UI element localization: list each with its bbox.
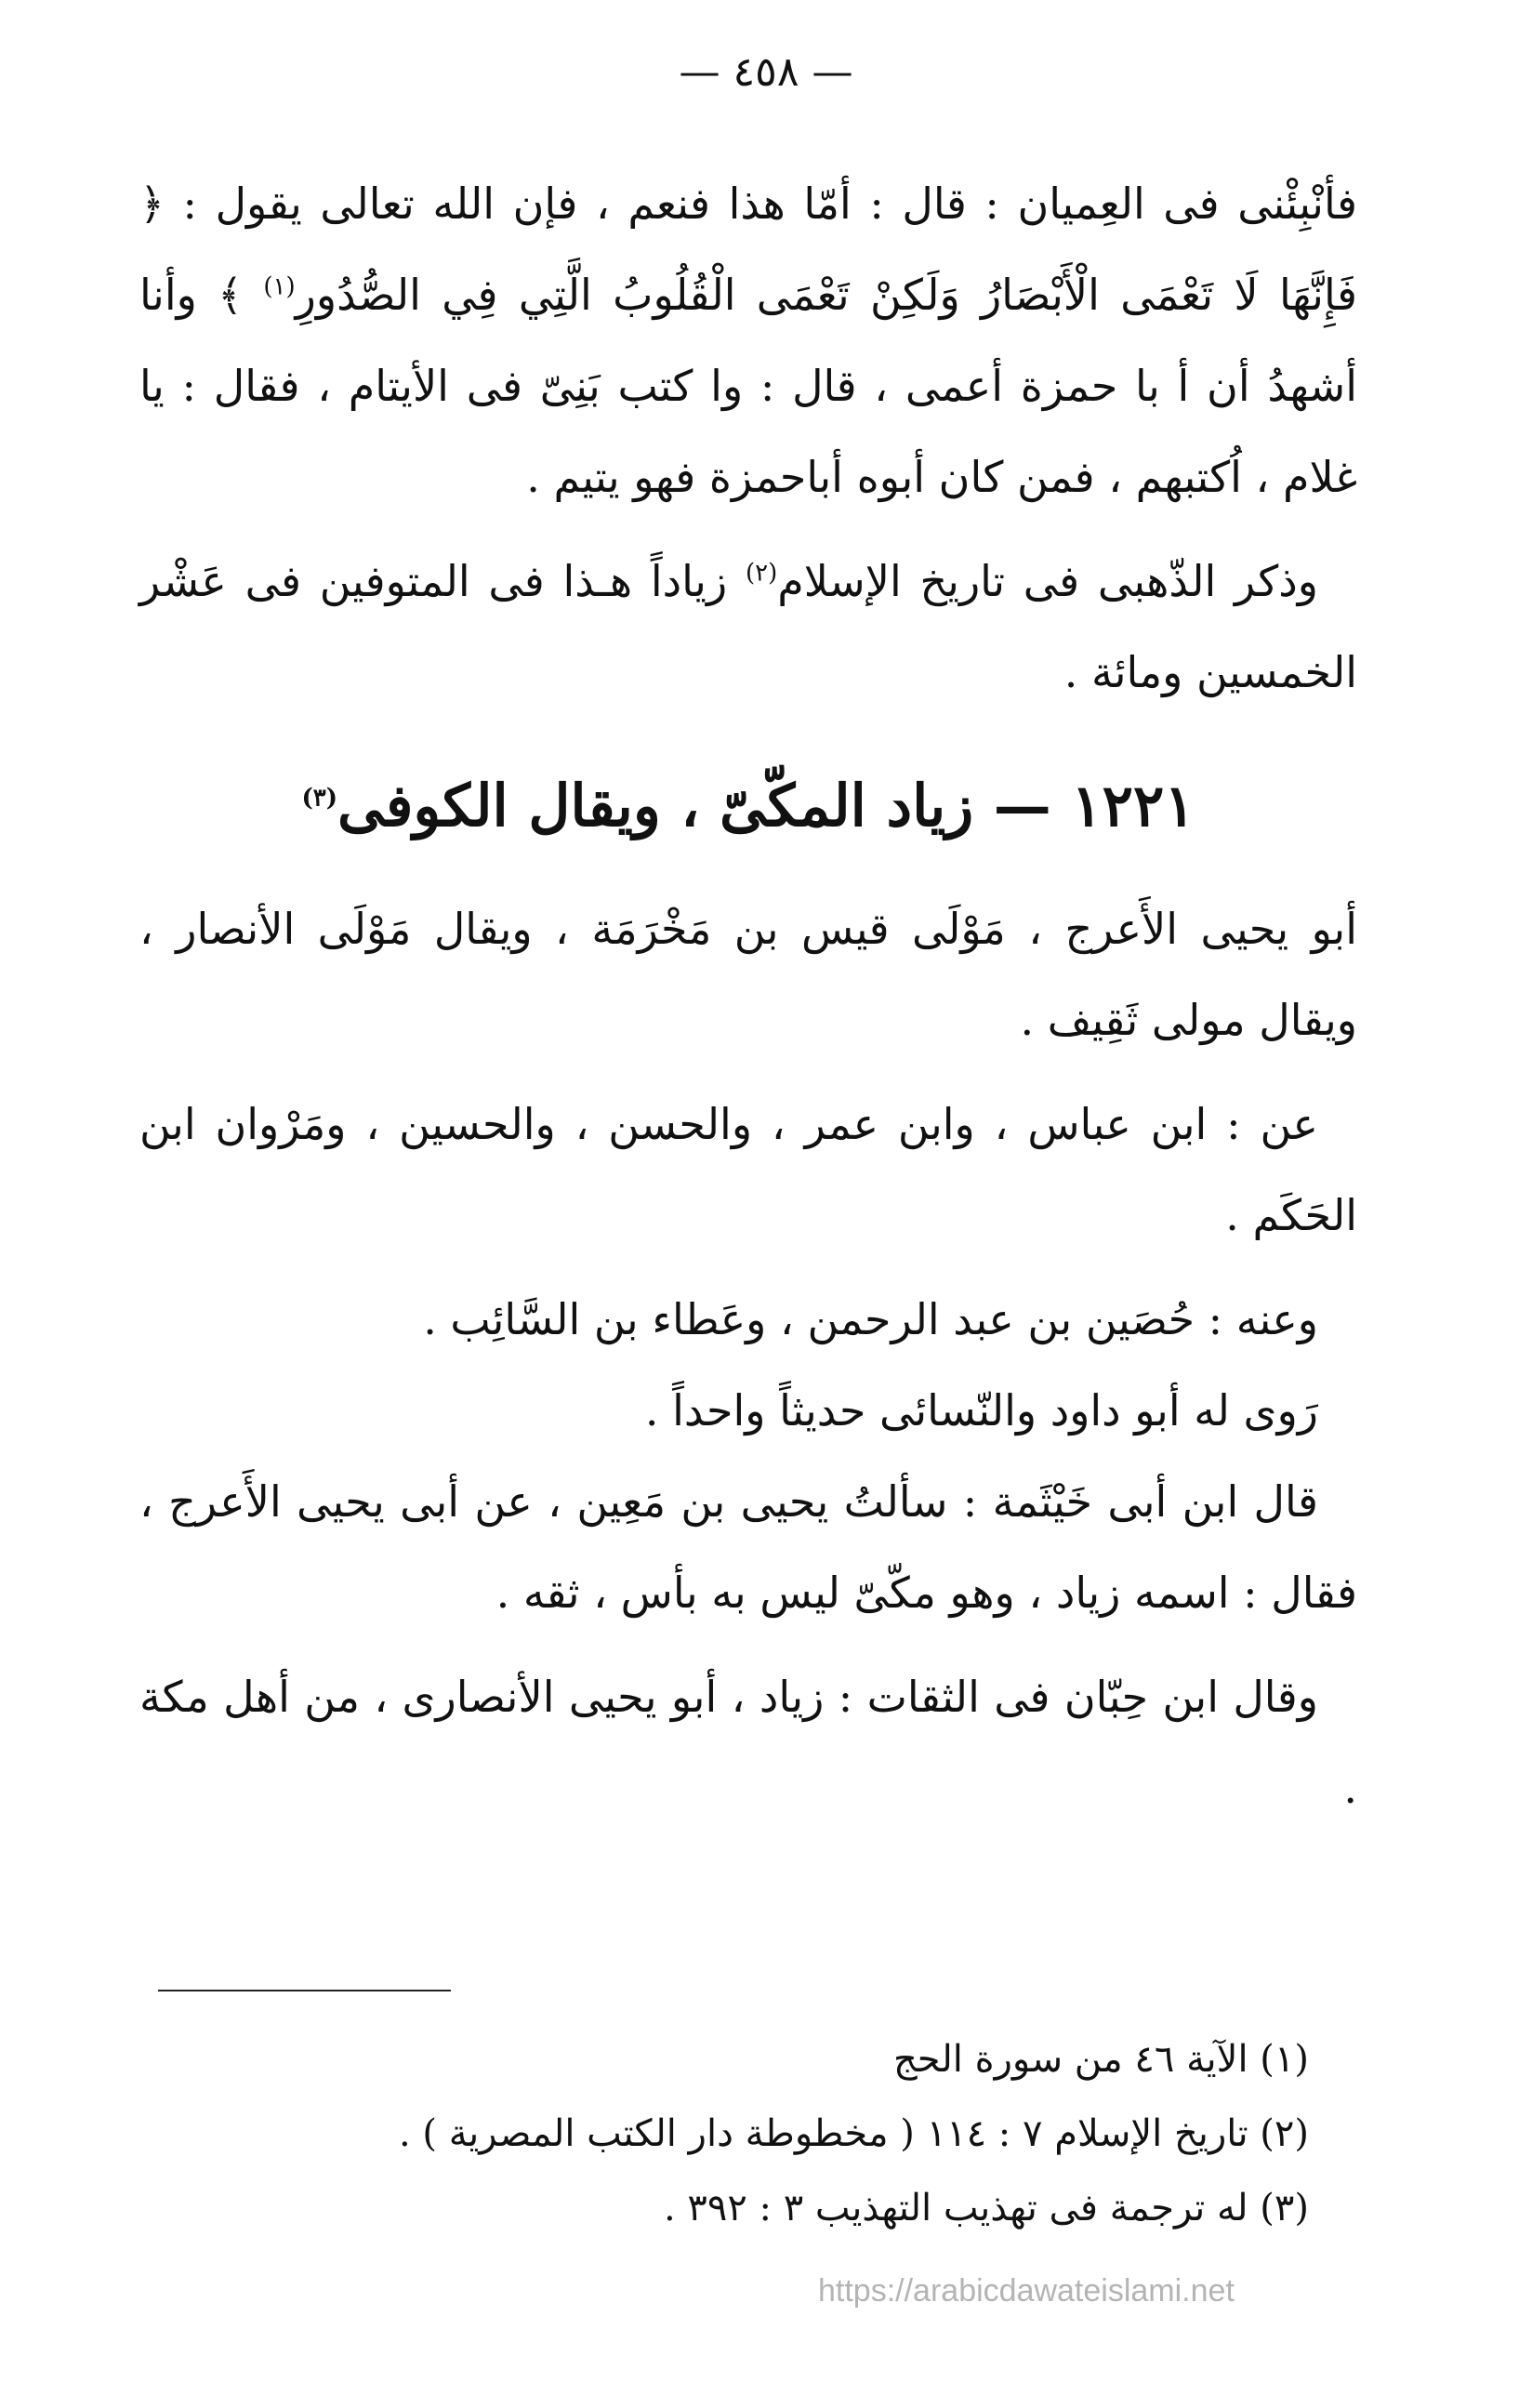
paragraph-quran-citation [139,158,1357,523]
paragraph-text: وذكر الذّهبى فى تاريخ الإسلام [777,556,1319,606]
entry-number: ١٢٢١ [1071,772,1195,840]
footnote-ref: (١) [263,272,296,301]
paragraph-narration: رَوى له أبو داود والنّسائى حديثاً واحداً . [644,1385,1318,1436]
watermark: https://arabicdawateislami.net [818,2273,1235,2309]
footnotes [139,2022,1309,2245]
entry-title: زياد المكّىّ ، ويقال الكوفى [337,772,974,840]
paragraph-kunya: أبو يحيى الأَعرج ، مَوْلَى قيس بن مَخْرَمَة ، ويقال مَوْلَى الأنصار ، ويقال مولى ثَقِيف . [139,904,1357,1045]
entry-dash: — [973,772,1072,840]
paragraph-text: فأنْبِئْنى فى العِميان : قال : أمّا هذا فنعم ، فإن الله تعالى يقول : ﴿ فَإِنَّهَا لَا تَعْمَى الْأَبْصَارُ وَلَكِنْ تَعْمَى الْقُلُوبُ الَّتِي فِي الصُّدُورِ [139,179,1357,320]
paragraph-teachers: عن : ابن عباس ، وابن عمر ، والحسن ، والحسين ، ومَرْوان ابن الحَكَم . [139,1099,1357,1240]
main-text [139,158,1357,1833]
paragraph-students: وعنه : حُصَين بن عبد الرحمن ، وعَطاء بن السَّائِب . [423,1294,1318,1344]
paragraph-text: ﴾ وأنا أشهدُ أن أ با حمزة أعمى ، قال : وا كتب بَنِىّ فى الأيتام ، فقال : يا غلام ، اُكتبهم ، فمن كان أبوه أباحمزة فهو يتيم . [139,270,1358,502]
footnote-divider [158,1990,451,1991]
paragraph-ibn-hibban: وقال ابن حِبّان فى الثقات : زياد ، أبو يحيى الأنصارى ، من أهل مكة . [139,1672,1357,1813]
entry-heading [139,755,1357,857]
footnote-item: (٣) له ترجمة فى تهذيب التهذيب ٣ : ٣٩٢ . [663,2187,1309,2229]
footnote-ref: (٢) [745,559,778,588]
footnote-item: (١) الآية ٤٦ من سورة الحج [892,2038,1309,2081]
footnote-item: (٢) تاريخ الإسلام ٧ : ١١٤ ( مخطوطة دار الكتب المصرية ) . [398,2112,1309,2155]
footnote-ref: (٣) [301,784,338,813]
paragraph-text: زياداً هـذا فى المتوفين فى عَشْر الخمسين ومائة . [139,556,1357,697]
page-number: — ٤٥٨ — [679,48,853,96]
paragraph-dhahabi [139,536,1357,718]
paragraph-ibn-abi-khaythama: قال ابن أبى خَيْثَمة : سألتُ يحيى بن مَعِين ، عن أبى يحيى الأَعرج ، فقال : اسمه زياد ، وهو مكّىّ ليس به بأس ، ثقه . [139,1476,1357,1618]
